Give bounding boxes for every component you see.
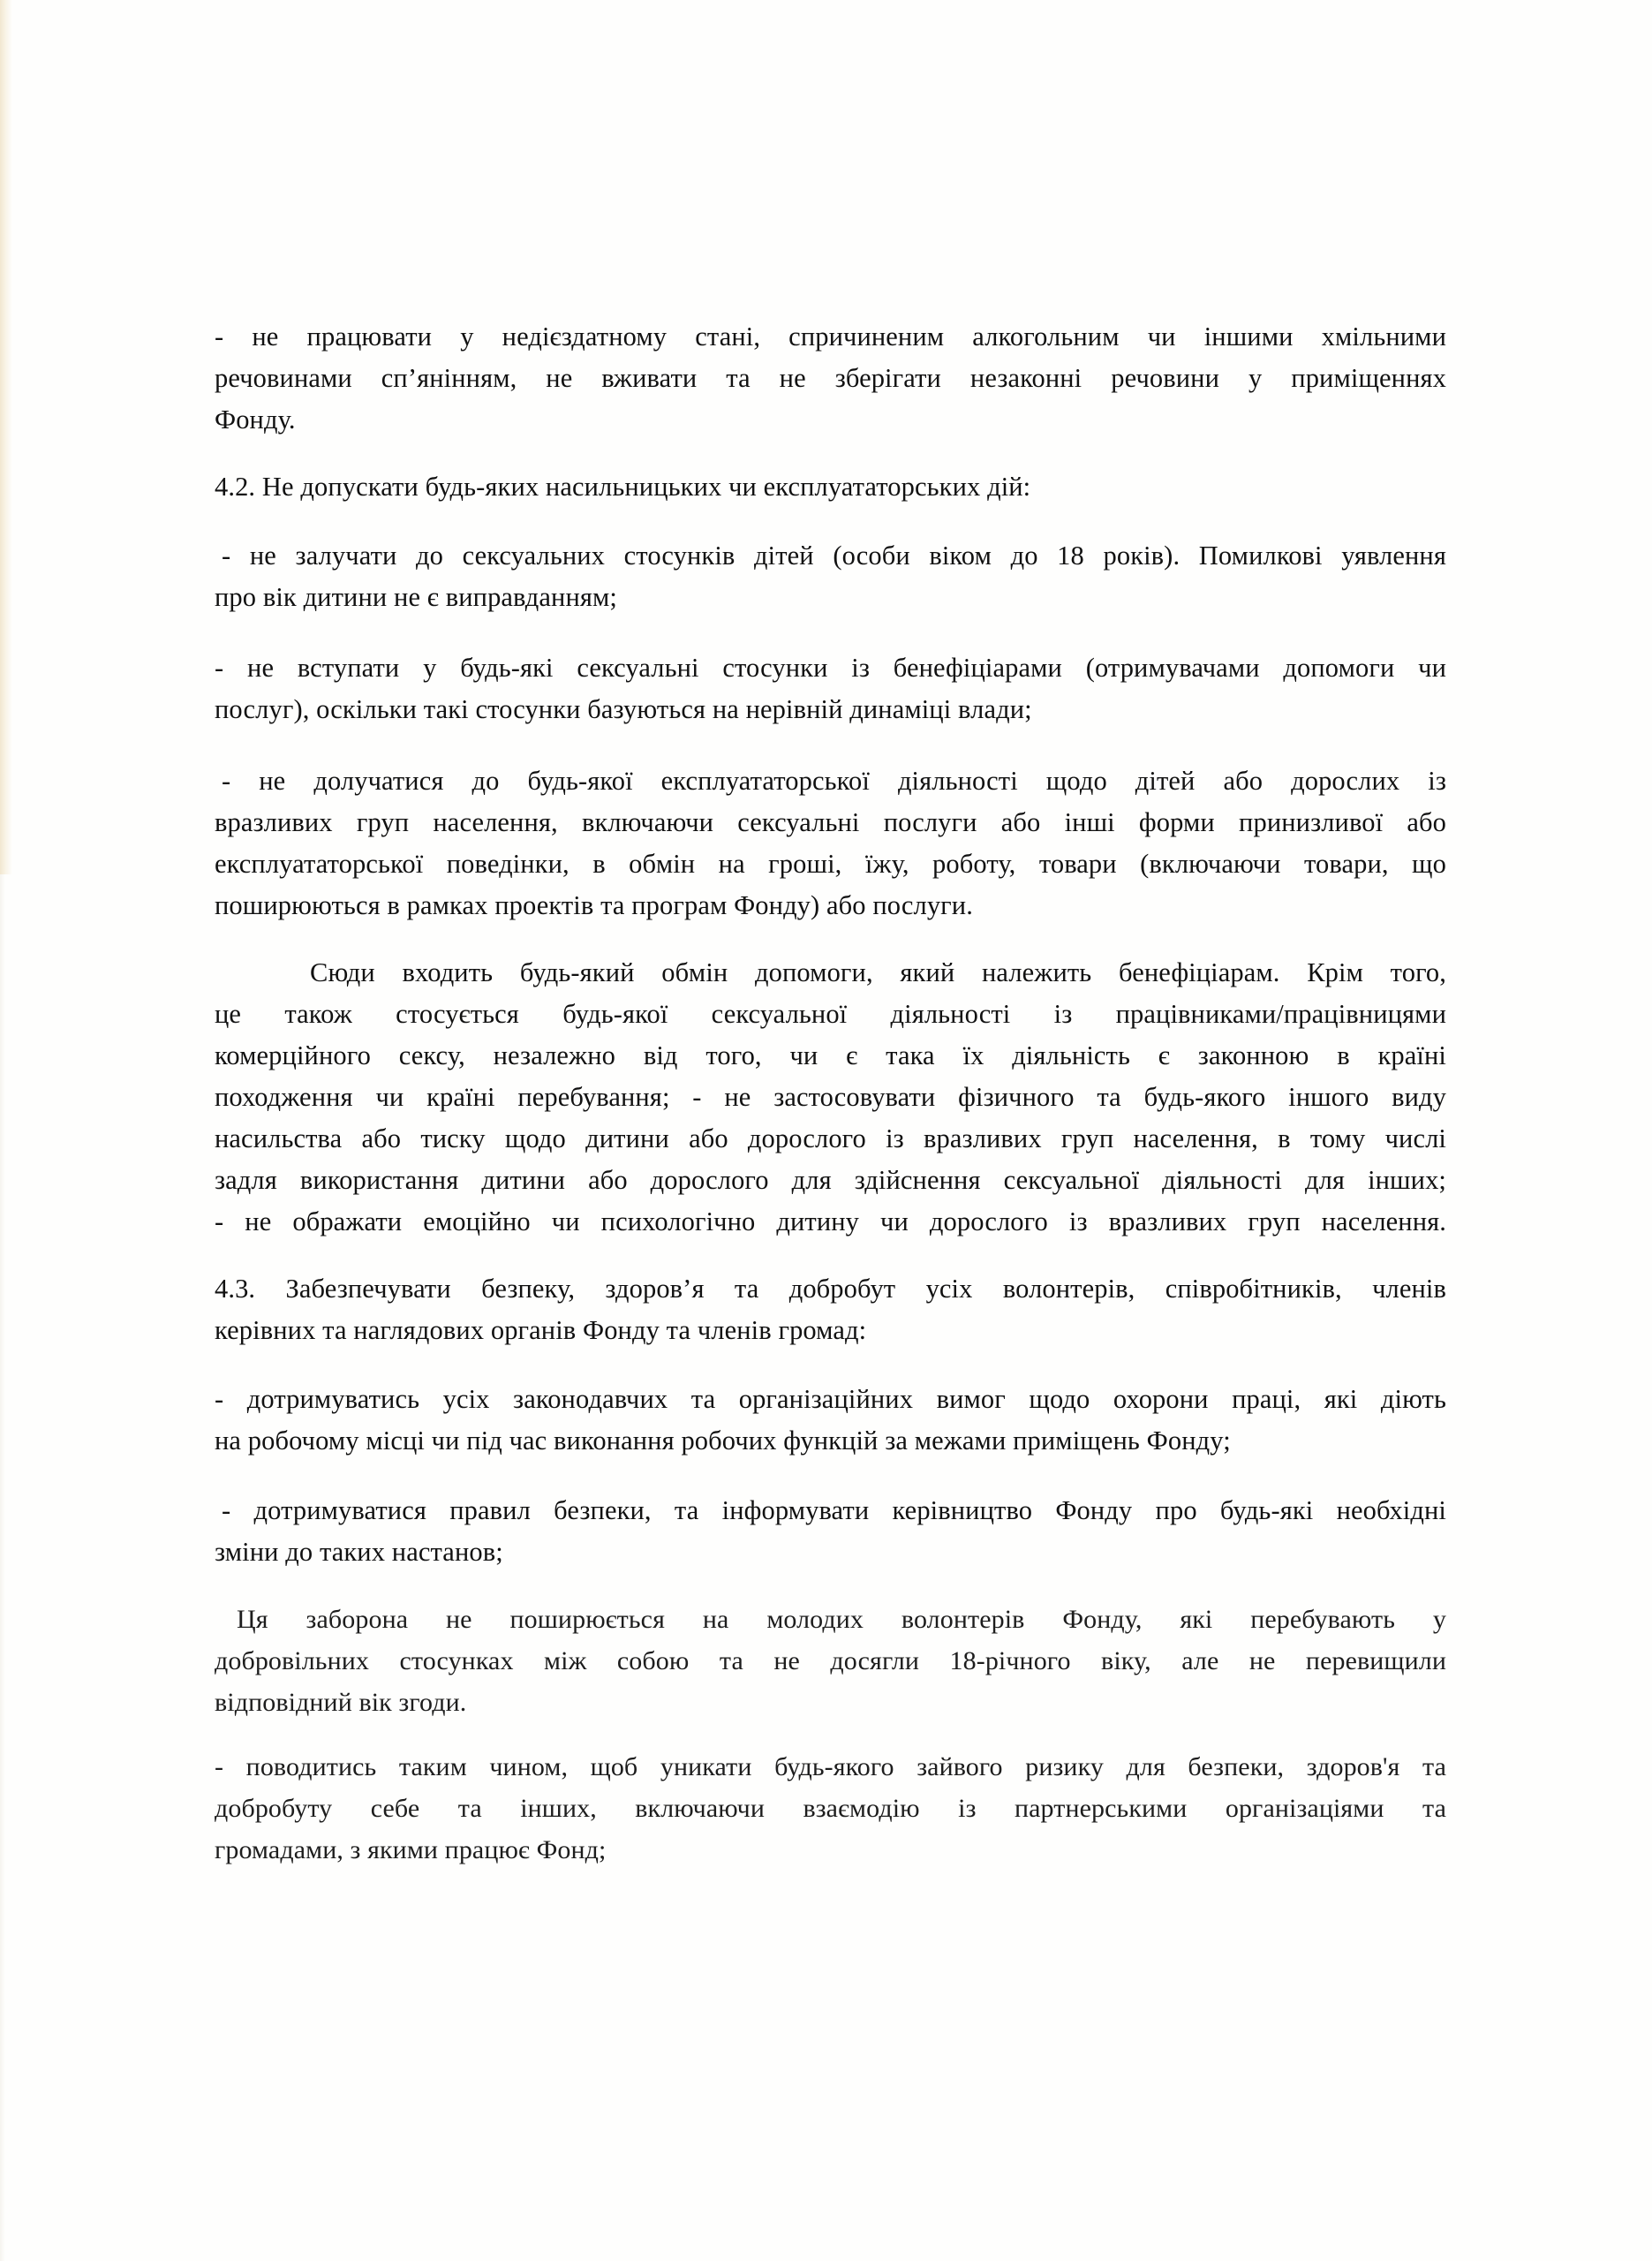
text-line: експлуататорської поведінки, в обмін на гроші, їжу, роботу, товари (включаючи товари, що bbox=[215, 849, 1446, 879]
text-line: про вік дитини не є виправданням; bbox=[215, 582, 618, 612]
text-line: послуг), оскільки такі стосунки базуються на нерівній динаміці влади; bbox=[215, 694, 1032, 724]
text-line: добровільних стосунках між собою та не досягли 18-річного віку, але не перевищили bbox=[215, 1646, 1446, 1675]
text-line: відповідний вік згоди. bbox=[215, 1688, 467, 1717]
text-line: 4.3. Забезпечувати безпеку, здоров’я та добробут усіх волонтерів, співробітників, членів bbox=[215, 1274, 1446, 1304]
text-line: - дотримуватися правил безпеки, та інформувати керівництво Фонду про будь-які необхідні bbox=[222, 1495, 1446, 1525]
text-line: громадами, з якими працює Фонд; bbox=[215, 1835, 607, 1864]
text-line: - не вступати у будь-які сексуальні стосунки із бенефіціарами (отримувачами допомоги чи bbox=[215, 653, 1446, 683]
text-line: комерційного сексу, незалежно від того, чи є така їх діяльність є законною в країні bbox=[215, 1040, 1446, 1070]
text-line: це також стосується будь-якої сексуальної діяльності із працівниками/працівницями bbox=[215, 999, 1446, 1029]
scan-edge-shadow bbox=[0, 874, 5, 2261]
text-line: - не залучати до сексуальних стосунків дітей (особи віком до 18 років). Помилкові уявлення bbox=[222, 541, 1446, 571]
text-line: задля використання дитини або дорослого для здійснення сексуальної діяльності для інших; bbox=[215, 1165, 1446, 1195]
text-line: Ця заборона не поширюється на молодих волонтерів Фонду, які перебувають у bbox=[237, 1605, 1446, 1634]
text-line: речовинами сп’янінням, не вживати та не зберігати незаконні речовини у приміщеннях bbox=[215, 363, 1446, 393]
text-line: 4.2. Не допускати будь-яких насильницьких чи експлуататорських дій: bbox=[215, 472, 1031, 502]
scan-edge-discoloration bbox=[0, 0, 12, 874]
text-line: походження чи країні перебування; - не застосовувати фізичного та будь-якого іншого виду bbox=[215, 1082, 1446, 1112]
text-line: вразливих груп населення, включаючи сексуальні послуги або інші форми принизливої або bbox=[215, 807, 1446, 837]
text-line: Фонду. bbox=[215, 405, 296, 435]
text-line: зміни до таких настанов; bbox=[215, 1537, 503, 1567]
text-line: на робочому місці чи під час виконання робочих функцій за межами приміщень Фонду; bbox=[215, 1425, 1231, 1456]
text-line: - не працювати у недієздатному стані, спричиненим алкогольним чи іншими хмільними bbox=[215, 321, 1446, 352]
text-line: - дотримуватись усіх законодавчих та організаційних вимог щодо охорони праці, які діють bbox=[215, 1384, 1446, 1414]
text-line: - поводитись таким чином, щоб уникати будь-якого зайвого ризику для безпеки, здоров'я та bbox=[215, 1752, 1446, 1781]
text-line: - не долучатися до будь-якої експлуататорської діяльності щодо дітей або дорослих із bbox=[222, 766, 1446, 796]
text-line: Сюди входить будь-який обмін допомоги, який належить бенефіціарам. Крім того, bbox=[310, 957, 1446, 987]
text-line: насильства або тиску щодо дитини або дорослого із вразливих груп населення, в тому числі bbox=[215, 1123, 1446, 1153]
text-line: - не ображати емоційно чи психологічно дитину чи дорослого із вразливих груп населення. bbox=[215, 1206, 1446, 1236]
text-line: поширюються в рамках проектів та програм Фонду) або послуги. bbox=[215, 890, 973, 920]
text-line: керівних та наглядових органів Фонду та членів громад: bbox=[215, 1315, 867, 1345]
text-line: добробуту себе та інших, включаючи взаємодію із партнерськими організаціями та bbox=[215, 1794, 1446, 1823]
